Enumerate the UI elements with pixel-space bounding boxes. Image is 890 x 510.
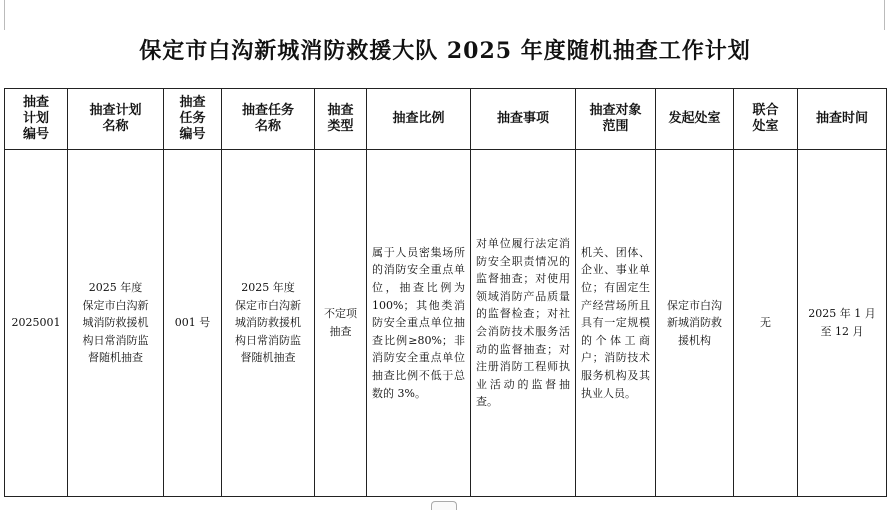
table-row xyxy=(5,150,887,497)
inspection-plan-table xyxy=(4,88,887,497)
cell-plan-name: 2025 年度 保定市白沟新 城消防救援机 构日常消防监 督随机抽查 xyxy=(68,150,164,497)
header-task-name: 抽查任务 名称 xyxy=(222,89,315,150)
cell-task-no: 001 号 xyxy=(164,150,222,497)
document-title: 保定市白沟新城消防救援大队 2025 年度随机抽查工作计划 xyxy=(139,38,751,64)
cell-check-type: 不定项 抽查 xyxy=(315,150,367,497)
header-dept: 发起处室 xyxy=(656,89,734,150)
header-ratio: 抽查比例 xyxy=(367,89,471,150)
table-header-row xyxy=(5,89,887,150)
header-joint-dept: 联合 处室 xyxy=(734,89,798,150)
cell-items: 对单位履行法定消防安全职责情况的监督抽查；对使用领域消防产品质量的监督检查；对社会消防技术服务活动的监督抽查；对注册消防工程师执业活动的监督抽查。 xyxy=(471,150,576,497)
header-task-no: 抽查 任务 编号 xyxy=(164,89,222,150)
cell-dept: 保定市白沟 新城消防救 援机构 xyxy=(656,150,734,497)
page-corner-marker-right xyxy=(884,0,885,30)
page-corner-marker-left xyxy=(4,0,5,30)
cell-plan-no: 2025001 xyxy=(5,150,68,497)
cell-scope: 机关、团体、企业、事业单位；有固定生产经营场所且具有一定规模的个体工商户；消防技术服务机构及其执业人员。 xyxy=(576,150,656,497)
header-time: 抽查时间 xyxy=(798,89,887,150)
page-scroll-handle[interactable] xyxy=(431,501,457,510)
cell-ratio: 属于人员密集场所的消防安全重点单位，抽查比例为 100%；其他类消防安全重点单位抽查比例≥80%；非消防安全重点单位抽查比例不低于总数的 3%。 xyxy=(367,150,471,497)
header-plan-name: 抽查计划 名称 xyxy=(68,89,164,150)
header-scope: 抽查对象 范围 xyxy=(576,89,656,150)
header-items: 抽查事项 xyxy=(471,89,576,150)
cell-joint-dept: 无 xyxy=(734,150,798,497)
cell-task-name: 2025 年度 保定市白沟新 城消防救援机 构日常消防监 督随机抽查 xyxy=(222,150,315,497)
header-check-type: 抽查 类型 xyxy=(315,89,367,150)
cell-time: 2025 年 1 月 至 12 月 xyxy=(798,150,887,497)
header-plan-no: 抽查 计划 编号 xyxy=(5,89,68,150)
